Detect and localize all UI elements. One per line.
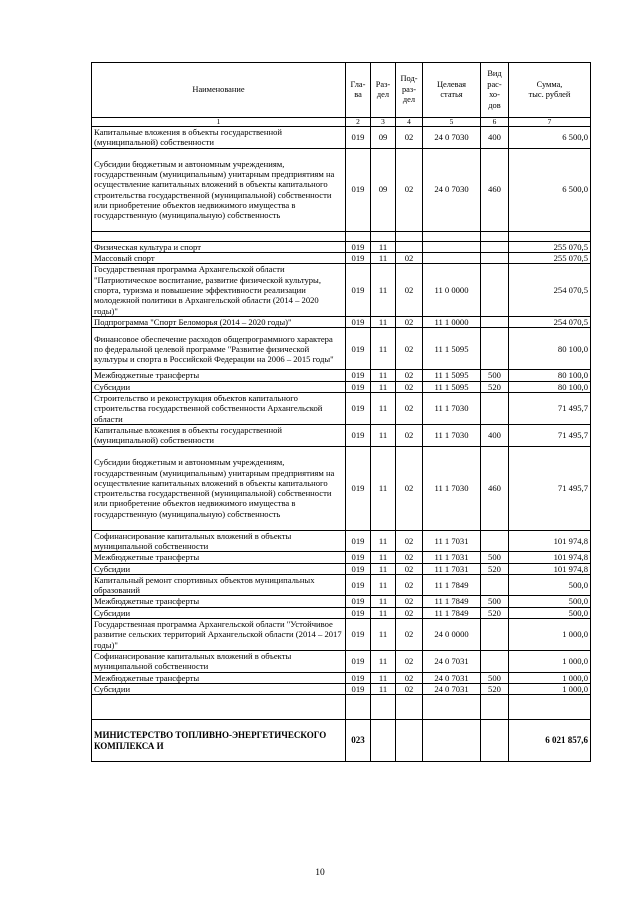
row-podrazdel: 02 <box>396 127 423 149</box>
row-razdel: 09 <box>371 127 396 149</box>
row-vid: 520 <box>481 683 509 694</box>
row-vid <box>481 231 509 241</box>
row-podrazdel: 02 <box>396 574 423 596</box>
table-row <box>92 425 591 447</box>
table-row <box>92 317 591 328</box>
row-glava: 019 <box>346 317 371 328</box>
row-razdel: 11 <box>371 552 396 563</box>
row-glava: 019 <box>346 574 371 596</box>
table-body <box>92 63 591 762</box>
row-razdel: 11 <box>371 264 396 317</box>
row-target: 11 1 0000 <box>423 317 481 328</box>
table-row <box>92 607 591 618</box>
table-row <box>92 231 591 241</box>
row-sum <box>509 695 591 720</box>
row-vid: 500 <box>481 370 509 381</box>
row-podrazdel: 02 <box>396 530 423 552</box>
row-sum: 500,0 <box>509 596 591 607</box>
row-name <box>92 695 346 720</box>
row-name: Софинансирование капитальных вложений в объекты муниципальной собственности <box>92 651 346 673</box>
row-target <box>423 252 481 263</box>
row-sum: 71 495,7 <box>509 393 591 425</box>
row-target: 11 1 7030 <box>423 425 481 447</box>
row-sum: 80 100,0 <box>509 370 591 381</box>
table-row <box>92 148 591 231</box>
row-vid <box>481 720 509 762</box>
table-row <box>92 619 591 651</box>
row-name: Капитальные вложения в объекты государственной (муниципальной) собственности <box>92 425 346 447</box>
row-vid <box>481 651 509 673</box>
row-name: Субсидии <box>92 683 346 694</box>
row-razdel: 11 <box>371 607 396 618</box>
row-razdel: 11 <box>371 252 396 263</box>
row-sum: 101 974,8 <box>509 530 591 552</box>
row-sum: 71 495,7 <box>509 446 591 530</box>
row-sum: 1 000,0 <box>509 619 591 651</box>
row-podrazdel: 02 <box>396 683 423 694</box>
row-name: МИНИСТЕРСТВО ТОПЛИВНО-ЭНЕРГЕТИЧЕСКОГО КОМПЛЕКСА И <box>92 720 346 762</box>
row-glava: 019 <box>346 328 371 370</box>
row-vid <box>481 317 509 328</box>
row-glava: 019 <box>346 148 371 231</box>
row-target: 24 0 7031 <box>423 651 481 673</box>
row-sum: 255 070,5 <box>509 252 591 263</box>
row-glava: 019 <box>346 619 371 651</box>
row-name <box>92 231 346 241</box>
colnum: 7 <box>509 118 591 127</box>
page-number: 10 <box>315 868 325 878</box>
row-razdel: 11 <box>371 393 396 425</box>
row-target: 24 0 7030 <box>423 148 481 231</box>
table-row <box>92 563 591 574</box>
table-row <box>92 720 591 762</box>
row-vid: 520 <box>481 563 509 574</box>
row-vid <box>481 252 509 263</box>
row-vid: 400 <box>481 425 509 447</box>
row-target <box>423 695 481 720</box>
table-row <box>92 241 591 252</box>
row-glava: 019 <box>346 683 371 694</box>
header-glava: Гла- ва <box>346 63 371 118</box>
row-vid: 520 <box>481 607 509 618</box>
row-glava: 019 <box>346 252 371 263</box>
row-vid <box>481 264 509 317</box>
row-target: 11 1 7030 <box>423 446 481 530</box>
table-row <box>92 370 591 381</box>
row-razdel: 11 <box>371 425 396 447</box>
row-name: Межбюджетные трансферты <box>92 370 346 381</box>
header-razdel: Раз- дел <box>371 63 396 118</box>
row-podrazdel: 02 <box>396 425 423 447</box>
row-razdel: 11 <box>371 672 396 683</box>
header-name: Наименование <box>92 63 346 118</box>
table-row <box>92 651 591 673</box>
row-razdel: 11 <box>371 370 396 381</box>
row-sum: 254 070,5 <box>509 317 591 328</box>
row-sum: 80 100,0 <box>509 381 591 392</box>
row-target <box>423 231 481 241</box>
row-target: 11 1 5095 <box>423 370 481 381</box>
row-sum: 254 070,5 <box>509 264 591 317</box>
row-glava: 019 <box>346 127 371 149</box>
row-razdel <box>371 695 396 720</box>
row-sum: 101 974,8 <box>509 552 591 563</box>
row-name: Субсидии <box>92 563 346 574</box>
row-podrazdel: 02 <box>396 619 423 651</box>
row-target: 11 1 7030 <box>423 393 481 425</box>
row-glava: 019 <box>346 530 371 552</box>
row-name: Межбюджетные трансферты <box>92 596 346 607</box>
row-podrazdel <box>396 720 423 762</box>
table-row <box>92 552 591 563</box>
row-podrazdel: 02 <box>396 328 423 370</box>
row-razdel: 11 <box>371 651 396 673</box>
row-glava: 019 <box>346 672 371 683</box>
row-name: Государственная программа Архангельской области "Патриотическое воспитание, развитие физической культуры, спорта, туризма и повышение эффективности реализации молодежной политики в Архангельской области (2014 – 2020 годы)" <box>92 264 346 317</box>
row-target: 24 0 7031 <box>423 672 481 683</box>
row-razdel: 11 <box>371 328 396 370</box>
row-podrazdel: 02 <box>396 370 423 381</box>
colnum: 4 <box>396 118 423 127</box>
row-vid <box>481 393 509 425</box>
row-podrazdel: 02 <box>396 446 423 530</box>
row-name: Физическая культура и спорт <box>92 241 346 252</box>
row-glava: 019 <box>346 370 371 381</box>
row-razdel: 11 <box>371 596 396 607</box>
row-razdel: 11 <box>371 317 396 328</box>
row-target: 11 1 7849 <box>423 574 481 596</box>
row-glava <box>346 695 371 720</box>
row-vid <box>481 530 509 552</box>
row-podrazdel: 02 <box>396 264 423 317</box>
row-glava: 019 <box>346 381 371 392</box>
row-glava: 019 <box>346 596 371 607</box>
row-vid: 460 <box>481 446 509 530</box>
table-row <box>92 596 591 607</box>
row-vid: 500 <box>481 672 509 683</box>
row-target: 24 0 0000 <box>423 619 481 651</box>
row-razdel: 11 <box>371 574 396 596</box>
row-podrazdel: 02 <box>396 393 423 425</box>
row-podrazdel: 02 <box>396 563 423 574</box>
row-vid <box>481 241 509 252</box>
row-name: Субсидии бюджетным и автономным учреждениям, государственным (муниципальным) унитарным предприятиям на осуществление капитальных вложений в объекты капитального строительства государственной (муниципальной) собственности или приобретение объектов недвижимого имущества в государственную (муниципальную) собственность <box>92 148 346 231</box>
row-glava: 019 <box>346 264 371 317</box>
row-name: Субсидии <box>92 381 346 392</box>
row-name: Субсидии <box>92 607 346 618</box>
row-razdel: 11 <box>371 381 396 392</box>
row-glava: 019 <box>346 393 371 425</box>
row-podrazdel <box>396 241 423 252</box>
row-target: 11 1 7031 <box>423 563 481 574</box>
column-number-row <box>92 118 591 127</box>
row-name: Массовый спорт <box>92 252 346 263</box>
row-sum: 1 000,0 <box>509 672 591 683</box>
table-row <box>92 446 591 530</box>
row-vid <box>481 574 509 596</box>
table-row <box>92 127 591 149</box>
row-podrazdel <box>396 231 423 241</box>
row-target: 11 1 5095 <box>423 381 481 392</box>
row-razdel: 11 <box>371 530 396 552</box>
row-sum: 1 000,0 <box>509 651 591 673</box>
row-sum: 101 974,8 <box>509 563 591 574</box>
row-sum: 500,0 <box>509 607 591 618</box>
row-razdel: 11 <box>371 563 396 574</box>
row-sum: 6 021 857,6 <box>509 720 591 762</box>
row-name: Финансовое обеспечение расходов общепрограммного характера по федеральной целевой программе "Развитие физической культуры и спорта в Российской Федерации на 2006 – 2015 годы" <box>92 328 346 370</box>
row-vid <box>481 619 509 651</box>
row-vid: 400 <box>481 127 509 149</box>
row-glava: 019 <box>346 563 371 574</box>
table-row <box>92 328 591 370</box>
table-row <box>92 252 591 263</box>
row-podrazdel: 02 <box>396 672 423 683</box>
row-name: Софинансирование капитальных вложений в объекты муниципальной собственности <box>92 530 346 552</box>
row-name: Капитальные вложения в объекты государственной (муниципальной) собственности <box>92 127 346 149</box>
row-name: Строительство и реконструкция объектов капитального строительства государственной собственности Архангельской области <box>92 393 346 425</box>
row-vid: 520 <box>481 381 509 392</box>
row-vid: 500 <box>481 552 509 563</box>
row-target: 11 0 0000 <box>423 264 481 317</box>
row-podrazdel: 02 <box>396 552 423 563</box>
row-sum: 255 070,5 <box>509 241 591 252</box>
row-target: 11 1 5095 <box>423 328 481 370</box>
table-row <box>92 264 591 317</box>
row-vid: 500 <box>481 596 509 607</box>
table-row <box>92 393 591 425</box>
row-podrazdel: 02 <box>396 596 423 607</box>
row-podrazdel: 02 <box>396 607 423 618</box>
table-row <box>92 695 591 720</box>
row-sum: 80 100,0 <box>509 328 591 370</box>
row-glava: 019 <box>346 651 371 673</box>
row-target <box>423 720 481 762</box>
row-sum: 6 500,0 <box>509 148 591 231</box>
row-target: 11 1 7849 <box>423 607 481 618</box>
table-row <box>92 381 591 392</box>
table-row <box>92 574 591 596</box>
row-glava: 019 <box>346 425 371 447</box>
colnum: 1 <box>92 118 346 127</box>
row-vid <box>481 695 509 720</box>
row-sum: 6 500,0 <box>509 127 591 149</box>
row-vid <box>481 328 509 370</box>
row-razdel: 11 <box>371 683 396 694</box>
row-razdel: 09 <box>371 148 396 231</box>
row-glava <box>346 231 371 241</box>
row-glava: 019 <box>346 446 371 530</box>
colnum: 2 <box>346 118 371 127</box>
row-target <box>423 241 481 252</box>
header-sum: Сумма, тыс. рублей <box>509 63 591 118</box>
row-sum: 500,0 <box>509 574 591 596</box>
row-glava: 019 <box>346 552 371 563</box>
row-glava: 019 <box>346 241 371 252</box>
budget-table <box>91 62 591 762</box>
row-name: Межбюджетные трансферты <box>92 672 346 683</box>
row-sum: 71 495,7 <box>509 425 591 447</box>
row-razdel <box>371 231 396 241</box>
row-target: 11 1 7849 <box>423 596 481 607</box>
colnum: 6 <box>481 118 509 127</box>
row-razdel <box>371 720 396 762</box>
row-podrazdel: 02 <box>396 252 423 263</box>
colnum: 3 <box>371 118 396 127</box>
row-razdel: 11 <box>371 619 396 651</box>
row-target: 11 1 7031 <box>423 530 481 552</box>
row-glava: 019 <box>346 607 371 618</box>
row-name: Капитальный ремонт спортивных объектов муниципальных образований <box>92 574 346 596</box>
row-target: 24 0 7031 <box>423 683 481 694</box>
header-row <box>92 63 591 118</box>
row-name: Межбюджетные трансферты <box>92 552 346 563</box>
header-target: Целевая статья <box>423 63 481 118</box>
row-target: 11 1 7031 <box>423 552 481 563</box>
row-razdel: 11 <box>371 241 396 252</box>
row-name: Подпрограмма "Спорт Беломорья (2014 – 2020 годы)" <box>92 317 346 328</box>
row-glava: 023 <box>346 720 371 762</box>
row-sum: 1 000,0 <box>509 683 591 694</box>
row-podrazdel: 02 <box>396 148 423 231</box>
row-target: 24 0 7030 <box>423 127 481 149</box>
header-podrazdel: Под- раз- дел <box>396 63 423 118</box>
row-name: Субсидии бюджетным и автономным учреждениям, государственным (муниципальным) унитарным предприятиям на осуществление капитальных вложений в объекты капитального строительства государственной (муниципальной) собственности или приобретение объектов недвижимого имущества в государственную (муниципальную) собственность <box>92 446 346 530</box>
header-vid: Вид рас- хо- дов <box>481 63 509 118</box>
row-vid: 460 <box>481 148 509 231</box>
row-name: Государственная программа Архангельской области "Устойчивое развитие сельских территорий Архангельской области (2014 – 2017 годы)" <box>92 619 346 651</box>
table-row <box>92 683 591 694</box>
colnum: 5 <box>423 118 481 127</box>
row-podrazdel <box>396 695 423 720</box>
row-podrazdel: 02 <box>396 381 423 392</box>
row-podrazdel: 02 <box>396 317 423 328</box>
row-sum <box>509 231 591 241</box>
table-row <box>92 530 591 552</box>
row-podrazdel: 02 <box>396 651 423 673</box>
table-row <box>92 672 591 683</box>
row-razdel: 11 <box>371 446 396 530</box>
